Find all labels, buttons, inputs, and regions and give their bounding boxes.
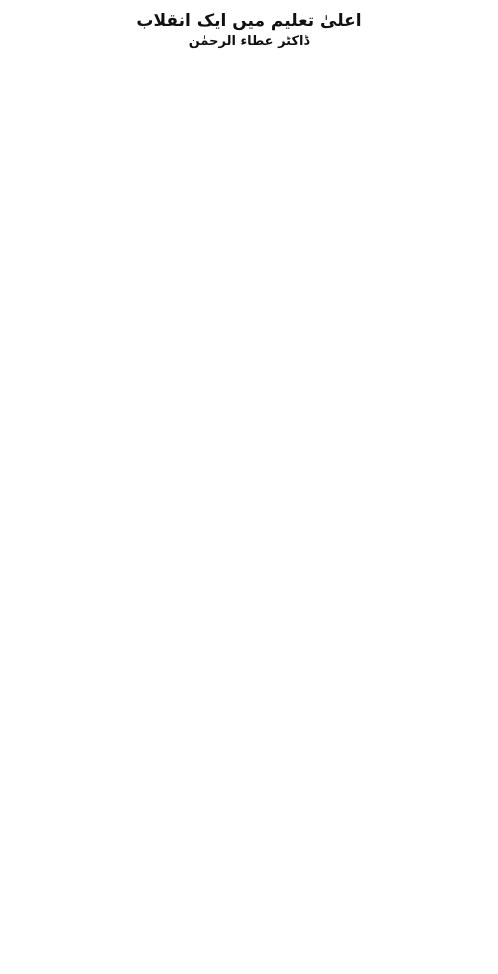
- article-title: اعلیٰ تعلیم میں ایک انقلاب: [136, 11, 362, 31]
- article-author: ڈاکٹر عطاء الرحمٰن: [188, 34, 310, 50]
